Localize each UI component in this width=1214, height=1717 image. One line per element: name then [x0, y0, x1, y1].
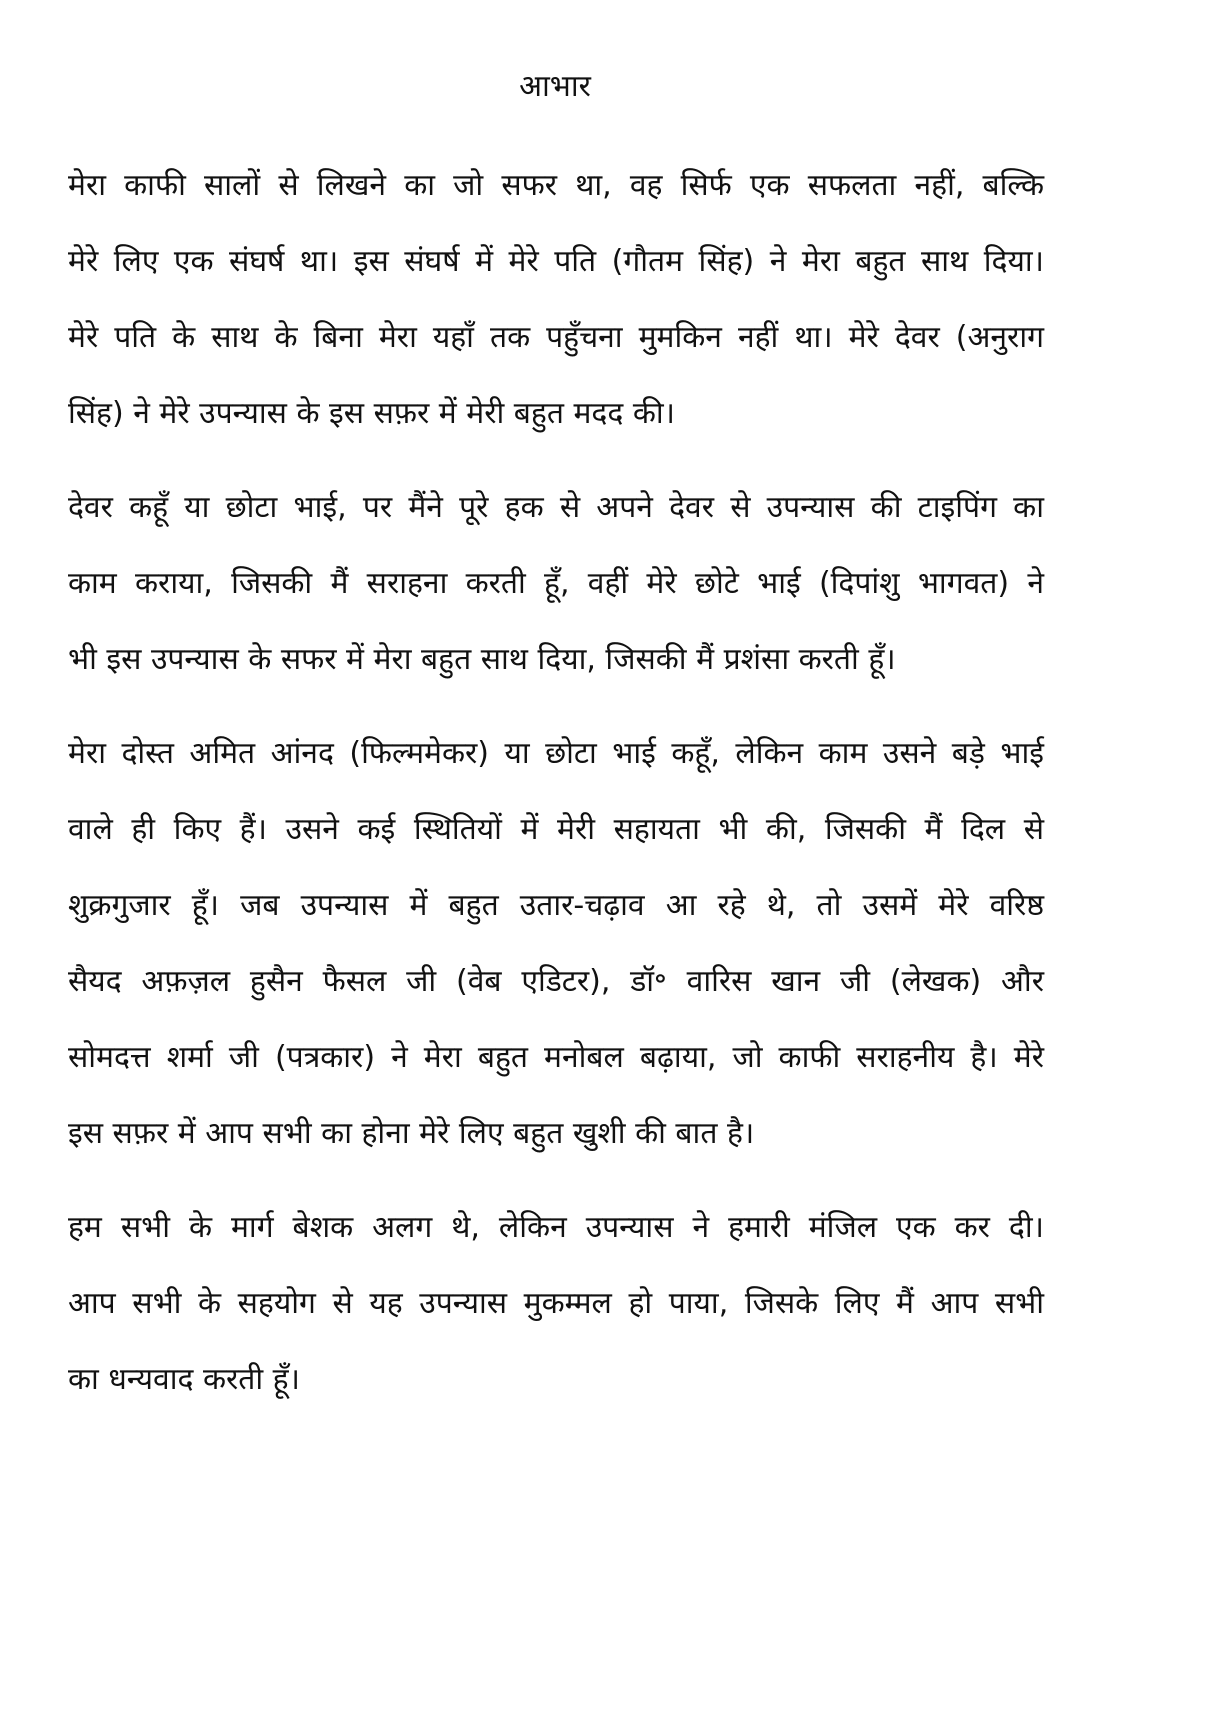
text-line: सोमदत्त शर्मा जी (पत्रकार) ने मेरा बहुत मनोबल बढ़ाया, जो काफी सराहनीय है। मेरे	[68, 1040, 1044, 1075]
text-line: मेरे लिए एक संघर्ष था। इस संघर्ष में मेरे पति (गौतम सिंह) ने मेरा बहुत साथ दिया।	[68, 244, 1044, 279]
text-line: वाले ही किए हैं। उसने कई स्थितियों में मेरी सहायता भी की, जिसकी मैं दिल से	[68, 812, 1044, 847]
text-line: सैयद अफ़ज़ल हुसैन फैसल जी (वेब एडिटर), डॉ॰ वारिस खान जी (लेखक) और	[68, 964, 1044, 999]
page-title: आभार	[519, 69, 591, 104]
paragraph-3	[68, 716, 1044, 1172]
paragraph-4	[68, 1190, 1044, 1418]
paragraph-2	[68, 470, 1044, 698]
paragraph-1	[68, 148, 1044, 452]
document-body	[68, 148, 1044, 1436]
text-line: का धन्यवाद करती हूँ।	[68, 1362, 300, 1397]
text-line: काम कराया, जिसकी मैं सराहना करती हूँ, वहीं मेरे छोटे भाई (दिपांशु भागवत) ने	[68, 566, 1044, 601]
text-line: देवर कहूँ या छोटा भाई, पर मैंने पूरे हक से अपने देवर से उपन्यास की टाइपिंग का	[68, 490, 1044, 525]
text-line: सिंह) ने मेरे उपन्यास के इस सफ़र में मेरी बहुत मदद की।	[68, 396, 676, 431]
text-line: हम सभी के मार्ग बेशक अलग थे, लेकिन उपन्यास ने हमारी मंजिल एक कर दी।	[68, 1210, 1044, 1245]
text-line: मेरा दोस्त अमित आंनद (फिल्ममेकर) या छोटा भाई कहूँ, लेकिन काम उसने बड़े भाई	[68, 736, 1044, 771]
text-line: इस सफ़र में आप सभी का होना मेरे लिए बहुत खुशी की बात है।	[68, 1116, 755, 1151]
text-line: मेरे पति के साथ के बिना मेरा यहाँ तक पहुँचना मुमकिन नहीं था। मेरे देवर (अनुराग	[68, 320, 1044, 355]
text-line: शुक्रगुजार हूँ। जब उपन्यास में बहुत उतार-चढ़ाव आ रहे थे, तो उसमें मेरे वरिष्ठ	[68, 888, 1044, 923]
text-line: मेरा काफी सालों से लिखने का जो सफर था, वह सिर्फ एक सफलता नहीं, बल्कि	[68, 168, 1044, 203]
text-line: भी इस उपन्यास के सफर में मेरा बहुत साथ दिया, जिसकी मैं प्रशंसा करती हूँ।	[68, 642, 896, 677]
text-line: आप सभी के सहयोग से यह उपन्यास मुकम्मल हो पाया, जिसके लिए मैं आप सभी	[68, 1286, 1044, 1321]
